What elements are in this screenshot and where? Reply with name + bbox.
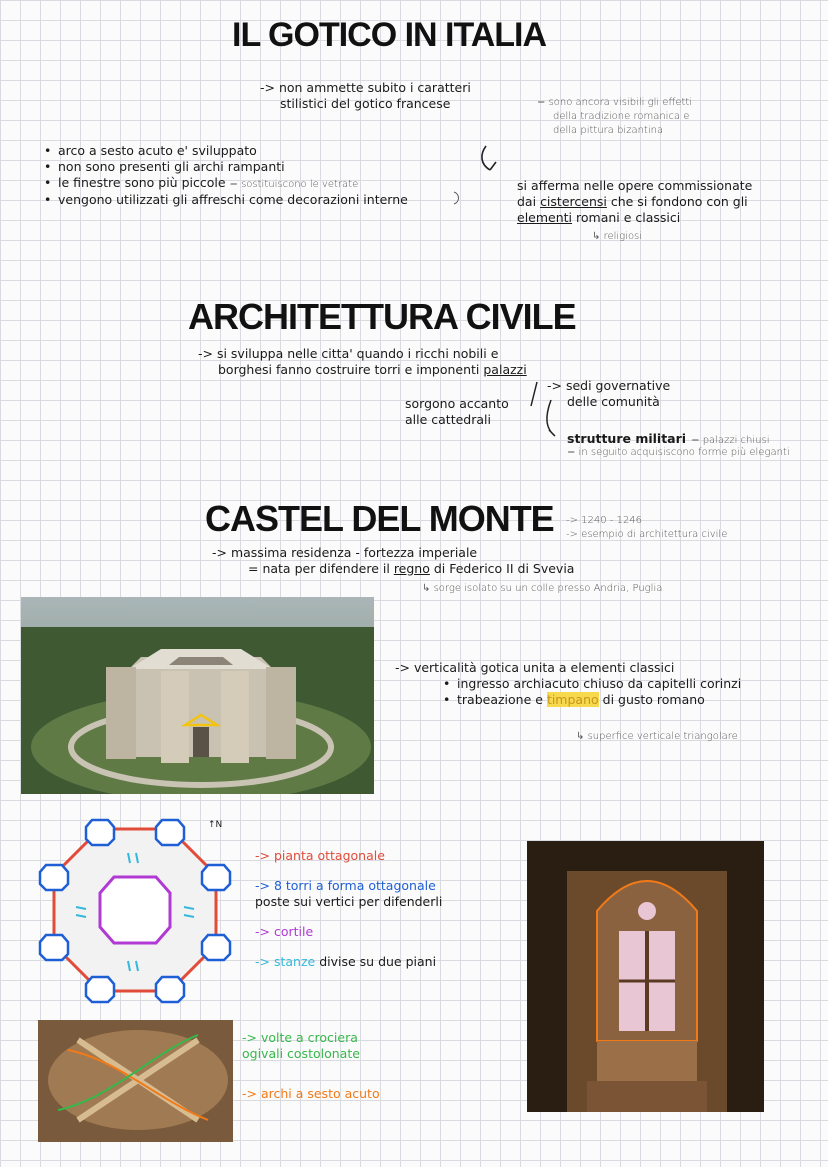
cist-line-1: si afferma nelle opere commissionate <box>517 178 753 193</box>
bullet-trabeazione <box>443 692 741 708</box>
cistercensi-text <box>517 178 752 226</box>
window-illustration <box>527 841 764 1112</box>
castel-line-1: -> massima residenza - fortezza imperiale <box>212 545 478 560</box>
cistercensi-word: cistercensi <box>540 194 607 209</box>
verticalita-text <box>395 660 741 708</box>
romanica-note-line-1: = sono ancora visibili gli effetti <box>537 97 693 108</box>
timpano-word: timpano <box>546 692 599 707</box>
trabeazione-text: trabeazione e <box>457 692 543 707</box>
cist-line-2-end: che si fondono con gli <box>610 194 748 209</box>
legend-stanze: -> stanze <box>255 954 316 969</box>
sedi-line-1: -> sedi governative <box>547 378 671 393</box>
civile-intro <box>198 346 527 378</box>
civile-line-2: borghesi fanno costruire torri e imponenti <box>218 362 480 377</box>
intro-line-1: -> non ammette subito i caratteri <box>260 80 471 95</box>
palazzi-chiusi-note: = palazzi chiusi <box>691 435 770 446</box>
forme-eleganti-note: = in seguito acquisiscono forme più eleganti <box>567 447 790 458</box>
title-gotico-italia: IL GOTICO IN ITALIA <box>232 16 547 54</box>
bullet-archi-rampanti: • non sono presenti gli archi rampanti <box>44 159 408 175</box>
strutture-militari-text: strutture militari <box>567 431 687 446</box>
intro-text <box>260 80 471 112</box>
religiosi-note: ↳ religiosi <box>592 231 643 242</box>
bullet-finestre-text: le finestre sono più piccole <box>58 175 226 190</box>
castle-illustration <box>21 597 374 794</box>
intro-line-2: stilistici del gotico francese <box>280 96 451 111</box>
plan-legend <box>255 848 442 970</box>
romanica-note <box>537 96 692 138</box>
sedi-governative <box>547 378 670 410</box>
bullet-ingresso: • ingresso archiacuto chiuso da capitelli corinzi <box>443 676 741 692</box>
romanica-note-line-2: della tradizione romanica e <box>553 111 690 122</box>
castle-photo <box>21 597 374 794</box>
title-castel-del-monte: CASTEL DEL MONTE <box>205 498 554 539</box>
cist-dai: dai <box>517 194 537 209</box>
gusto-romano-text: di gusto romano <box>602 692 705 707</box>
civile-line-1: -> si sviluppa nelle citta' quando i ricchi nobili e <box>198 346 499 361</box>
sedi-line-2: delle comunità <box>567 394 660 409</box>
romanica-note-line-3: della pittura bizantina <box>553 125 664 136</box>
vault-notes <box>242 1030 380 1102</box>
legend-stanze-sub: divise su due piani <box>319 954 437 969</box>
archi-sesto-acuto: -> archi a sesto acuto <box>242 1086 380 1101</box>
bullet-finestre <box>44 175 408 192</box>
north-arrow: ↑N <box>208 820 223 830</box>
cattedrali-line-2: alle cattedrali <box>405 412 491 427</box>
verticalita-bullets <box>395 676 741 708</box>
vetrate-note: = sostituiscono le vetrate <box>229 179 359 190</box>
regno-word: regno <box>393 561 430 576</box>
bullet-affreschi: • vengono utilizzati gli affreschi come decorazioni interne <box>44 192 408 208</box>
volte-line-2: ogivali costolonate <box>242 1046 360 1061</box>
legend-torri-sub: poste sui vertici per difenderli <box>255 894 443 909</box>
location-note: ↳ sorge isolato su un colle presso Andria, Puglia <box>422 583 663 594</box>
castel-date: -> 1240 - 1246 <box>566 515 643 526</box>
north-label: N <box>215 820 223 830</box>
cattedrali-note <box>405 396 509 428</box>
castle-floor-plan <box>30 815 240 1010</box>
gothic-bullet-list <box>44 143 408 208</box>
volte-line-1: -> volte a crociera <box>242 1030 358 1045</box>
strutture-militari <box>567 428 770 448</box>
location-text: sorge isolato su un colle presso Andria, Puglia <box>433 583 663 594</box>
gothic-window-photo <box>527 841 764 1112</box>
castel-intro <box>212 545 574 577</box>
title-architettura-civile: ARCHITETTURA CIVILE <box>188 296 576 337</box>
legend-torri: -> 8 torri a forma ottagonale <box>255 878 436 893</box>
cist-line-3-end: romani e classici <box>576 210 681 225</box>
castel-example: -> esempio di architettura civile <box>566 529 728 540</box>
legend-pianta: -> pianta ottagonale <box>255 848 385 863</box>
bullet-arco: • arco a sesto acuto e' sviluppato <box>44 143 408 159</box>
timpano-note-text: superfice verticale triangolare <box>587 731 738 742</box>
arrow-curve-icon <box>450 140 520 210</box>
palazzi-word: palazzi <box>483 362 527 377</box>
elementi-word: elementi <box>517 210 573 225</box>
timpano-note: ↳ superfice verticale triangolare <box>576 731 738 742</box>
castel-line-2a: = nata per difendere il <box>248 561 390 576</box>
legend-cortile: -> cortile <box>255 924 314 939</box>
cattedrali-line-1: sorgono accanto <box>405 396 509 411</box>
vault-photo <box>38 1020 233 1142</box>
castel-line-2c: di Federico II di Svevia <box>433 561 575 576</box>
religiosi-text: religiosi <box>603 231 643 242</box>
vault-illustration <box>38 1020 233 1142</box>
castel-dates <box>566 514 727 542</box>
verticalita-line: -> verticalità gotica unita a elementi classici <box>395 660 675 675</box>
